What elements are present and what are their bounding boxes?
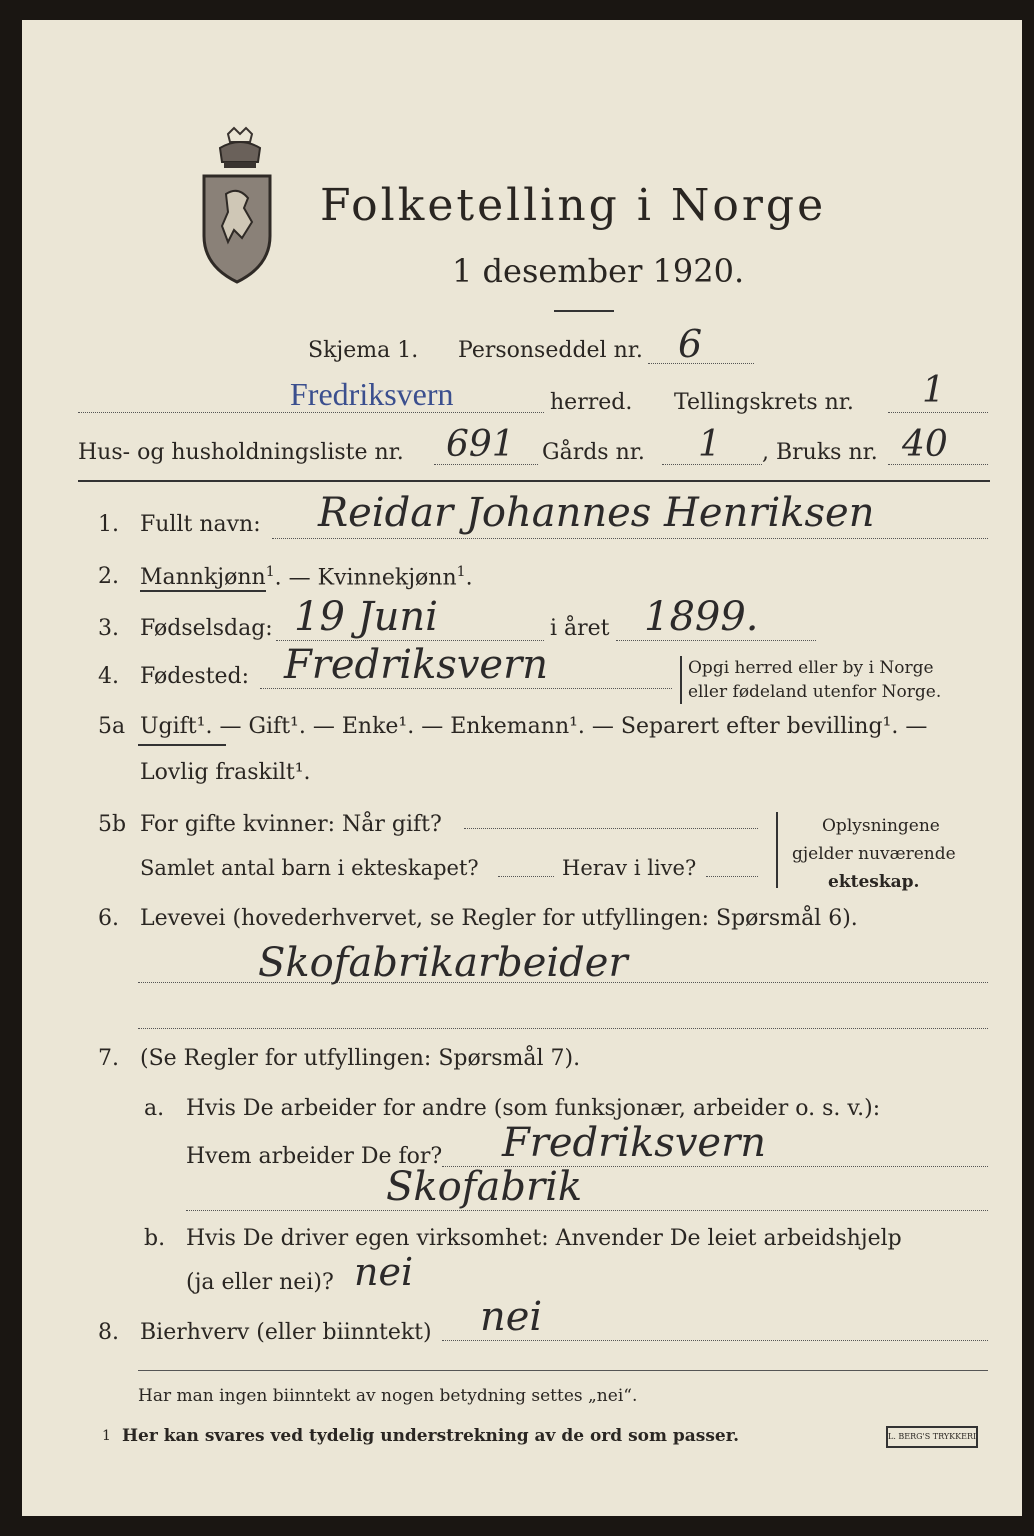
q3-year-label: i året xyxy=(550,616,610,641)
q7-number: 7. xyxy=(98,1046,119,1071)
q4-number: 4. xyxy=(98,664,119,689)
q7a-number: a. xyxy=(144,1096,165,1121)
q2-options xyxy=(140,564,473,590)
q5a-line1: Ugift¹. — Gift¹. — Enke¹. — Enkemann¹. — Separert efter bevilling¹. — xyxy=(140,714,928,739)
q7b-number: b. xyxy=(144,1226,166,1251)
q4-note1: Opgi herred eller by i Norge xyxy=(688,658,934,678)
q1-line xyxy=(272,538,988,539)
title-divider xyxy=(554,310,614,312)
q5b-note2: gjelder nuværende xyxy=(792,844,956,864)
q5a-ugift-underline xyxy=(138,744,226,746)
hus-value: 691 xyxy=(446,424,515,465)
tellingskrets-label: Tellingskrets nr. xyxy=(674,390,854,415)
herred-stamp: Fredriksvern xyxy=(290,376,454,412)
footnote-text: Her kan svares ved tydelig understrekning av de ord som passer. xyxy=(122,1426,740,1446)
form-date: 1 desember 1920. xyxy=(452,252,745,290)
q5a-number: 5a xyxy=(98,714,126,739)
q5b-live-line xyxy=(706,876,758,877)
tellingskrets-line xyxy=(888,412,988,413)
gards-label: Gårds nr. xyxy=(542,440,645,465)
q4-line xyxy=(260,688,672,689)
gards-value: 1 xyxy=(698,424,721,465)
q3-year-line xyxy=(616,640,816,641)
q7b-value: nei xyxy=(354,1250,414,1294)
q2-female-sup: 1 xyxy=(456,564,466,580)
q5b-gift-line xyxy=(464,828,758,829)
herred-label: herred. xyxy=(550,390,633,415)
q4-brace xyxy=(680,656,682,704)
q6-label: Levevei (hovederhvervet, se Regler for utfyllingen: Spørsmål 6). xyxy=(140,906,858,931)
q2-male-sup: 1 xyxy=(265,564,275,580)
footer-note: Har man ingen biinntekt av nogen betydning settes „nei“. xyxy=(138,1386,638,1406)
q8-value: nei xyxy=(480,1294,543,1340)
q7a-value2: Skofabrik xyxy=(386,1164,583,1210)
personseddel-label: Personseddel nr. xyxy=(458,338,643,363)
q6-number: 6. xyxy=(98,906,119,931)
tellingskrets-value: 1 xyxy=(922,370,945,411)
form-title: Folketelling i Norge xyxy=(320,180,827,231)
q2-separator: — xyxy=(288,565,311,591)
q2-female-dot: . xyxy=(465,565,473,591)
q5b-barn-line xyxy=(498,876,554,877)
q4-note2: eller fødeland utenfor Norge. xyxy=(688,682,942,702)
printer-mark: L. BERG'S TRYKKERI xyxy=(886,1426,978,1448)
q5b-number: 5b xyxy=(98,812,127,837)
q1-number: 1. xyxy=(98,512,119,537)
q7b-line2: (ja eller nei)? xyxy=(186,1270,334,1295)
q5b-note1: Oplysningene xyxy=(822,816,940,836)
q2-female: Kvinnekjønn xyxy=(317,565,457,591)
q8-number: 8. xyxy=(98,1320,119,1345)
q3-number: 3. xyxy=(98,616,119,641)
q8-line xyxy=(442,1340,988,1341)
q5b-label2: Samlet antal barn i ekteskapet? xyxy=(140,856,479,880)
q6-value: Skofabrikarbeider xyxy=(258,940,628,986)
q3-line xyxy=(276,640,544,641)
q7a-value1: Fredriksvern xyxy=(502,1120,766,1166)
bruks-label: , Bruks nr. xyxy=(762,440,878,465)
q5b-note3: ekteskap. xyxy=(828,872,920,892)
q1-label: Fullt navn: xyxy=(140,512,261,537)
q5b-brace xyxy=(776,812,778,888)
q1-value: Reidar Johannes Henriksen xyxy=(318,490,875,536)
q2-number: 2. xyxy=(98,564,119,589)
q3-label: Fødselsdag: xyxy=(140,616,273,641)
q2-male-dot: . xyxy=(274,565,282,591)
personseddel-value: 6 xyxy=(678,322,703,366)
q7-label: (Se Regler for utfyllingen: Spørsmål 7). xyxy=(140,1046,581,1071)
q2-male: Mannkjønn xyxy=(140,565,266,591)
q3-year-value: 1899. xyxy=(644,594,759,640)
q7b-line1: Hvis De driver egen virksomhet: Anvender De leiet arbeidshjelp xyxy=(186,1226,902,1251)
q5b-label1: For gifte kvinner: Når gift? xyxy=(140,812,442,837)
q6-line2 xyxy=(138,1028,988,1029)
q7a-line1: Hvis De arbeider for andre (som funksjonær, arbeider o. s. v.): xyxy=(186,1096,881,1121)
q7a-line2: Hvem arbeider De for? xyxy=(186,1144,443,1169)
schema-label: Skjema 1. xyxy=(308,338,419,363)
census-form xyxy=(22,20,1022,1516)
bruks-value: 40 xyxy=(902,424,948,465)
q7a-line-b xyxy=(186,1210,988,1211)
q5a-line2: Lovlig fraskilt¹. xyxy=(140,760,311,785)
header-rule xyxy=(78,480,990,482)
q8-label: Bierhverv (eller biinntekt) xyxy=(140,1320,432,1345)
q3-value: 19 Juni xyxy=(294,594,438,640)
footnote-number: 1 xyxy=(102,1428,111,1444)
q4-value: Fredriksvern xyxy=(284,642,548,688)
footer-rule xyxy=(138,1370,988,1371)
hus-label: Hus- og husholdningsliste nr. xyxy=(78,440,404,465)
q4-label: Fødested: xyxy=(140,664,250,689)
q5b-label3: Herav i live? xyxy=(562,856,697,880)
coat-of-arms-icon xyxy=(198,126,276,286)
